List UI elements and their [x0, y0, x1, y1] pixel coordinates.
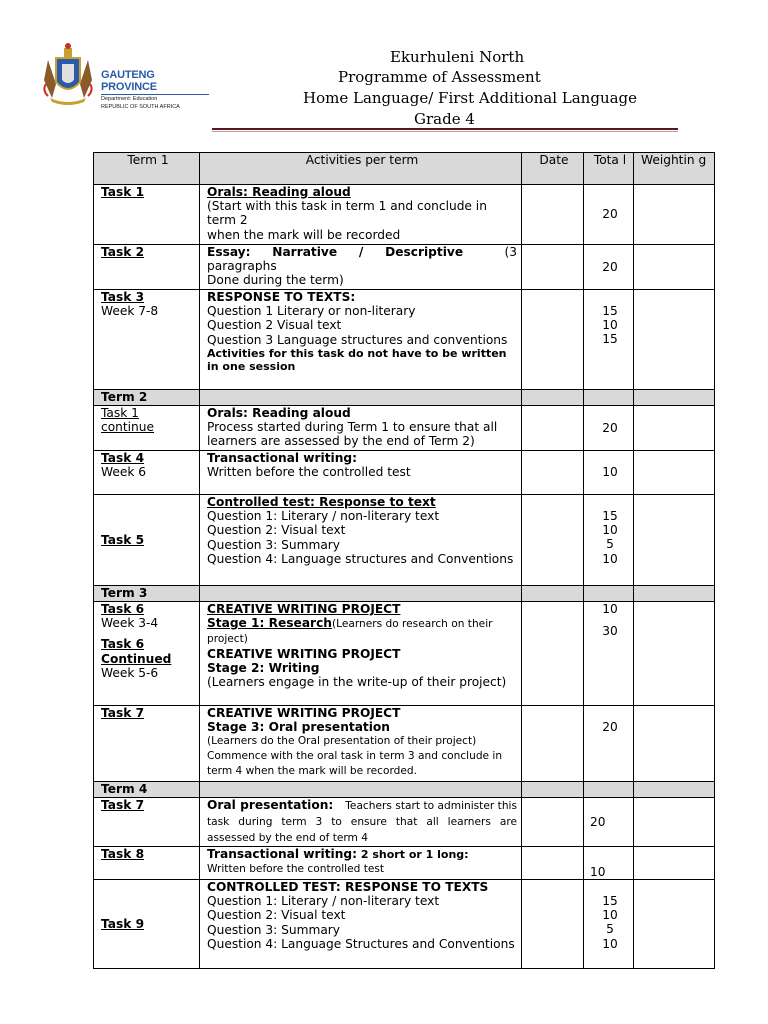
term-row: [94, 390, 715, 406]
date-cell[interactable]: [522, 290, 584, 390]
activity-title: Orals: Reading aloud: [207, 185, 351, 199]
question-line: Question 1: Literary / non-literary text: [207, 509, 440, 524]
date-cell[interactable]: [522, 706, 584, 782]
activity-cell: [200, 495, 522, 586]
stage-note: (Learners engage in the write-up of their project): [207, 675, 507, 690]
table-row: [94, 847, 715, 880]
task-label: Task 2: [94, 245, 200, 290]
weighting-cell[interactable]: [634, 451, 715, 495]
weighting-cell[interactable]: [634, 798, 715, 847]
logo-rule: [101, 94, 209, 95]
activity-cell: [200, 798, 522, 847]
activity-note: Activities for this task do not have to be written in one session: [207, 346, 507, 373]
question-line: Question 3: Summary: [207, 922, 341, 937]
date-cell[interactable]: [522, 495, 584, 586]
task-label: Task 6 Week 3-4 Task 6 Continued Week 5-6: [94, 602, 200, 706]
table-row: [94, 798, 715, 847]
header-total: Tota l: [584, 153, 634, 185]
table-row: [94, 406, 715, 451]
activity-title-note: 2 short or 1 long:: [360, 848, 469, 861]
term-row: [94, 782, 715, 798]
department-name: Department: Education: [101, 96, 158, 102]
total-cell: 15 10 15: [584, 290, 634, 390]
activity-cell: [200, 245, 522, 290]
grade-title: Grade 4: [414, 110, 475, 128]
task-label: Task 7: [94, 706, 200, 782]
activity-text: when the mark will be recorded: [207, 227, 401, 242]
task-week: Week 6: [101, 465, 147, 480]
task-week: Week 3-4: [101, 616, 159, 631]
weighting-cell[interactable]: [634, 880, 715, 969]
date-cell[interactable]: [522, 406, 584, 451]
activity-title: CONTROLLED TEST: RESPONSE TO TEXTS: [207, 880, 489, 894]
table-header-row: [94, 153, 715, 185]
total-cell: 10: [584, 451, 634, 495]
stage-title: Stage 3: Oral presentation: [207, 720, 390, 735]
table-row: [94, 602, 715, 706]
task-week: Week 7-8: [101, 304, 159, 319]
question-line: Question 2 Visual text: [207, 318, 342, 333]
question-line: Question 2: Visual text: [207, 908, 346, 923]
activity-cell: [200, 185, 522, 245]
task-label: Task 7: [94, 798, 200, 847]
country-name: REPUBLIC OF SOUTH AFRICA: [101, 104, 180, 110]
question-line: Question 4: Language structures and Conventions: [207, 551, 514, 566]
question-line: Question 4: Language Structures and Conventions: [207, 936, 515, 951]
weighting-cell[interactable]: [634, 290, 715, 390]
task-week: Week 5-6: [101, 665, 159, 680]
activity-cell: [200, 847, 522, 880]
activity-title: RESPONSE TO TEXTS:: [207, 290, 356, 304]
date-cell[interactable]: [522, 245, 584, 290]
header-date: Date: [522, 153, 584, 185]
activity-title: Essay: Narrative / Descriptive: [207, 245, 464, 259]
term-row: [94, 586, 715, 602]
weighting-cell[interactable]: [634, 847, 715, 880]
weighting-cell[interactable]: [634, 706, 715, 782]
date-cell[interactable]: [522, 847, 584, 880]
header-term: Term 1: [94, 153, 200, 185]
weighting-cell[interactable]: [634, 406, 715, 451]
activity-text: (Start with this task in term 1 and conclude in term 2: [207, 199, 487, 228]
weighting-cell[interactable]: [634, 495, 715, 586]
table-row: [94, 245, 715, 290]
activity-title: Oral presentation:: [207, 798, 334, 812]
activity-cell: [200, 602, 522, 706]
activity-title: Transactional writing:: [207, 451, 358, 465]
header-weighting: Weightin g: [634, 153, 715, 185]
question-line: Question 1: Literary / non-literary text: [207, 894, 440, 909]
activity-cell: [200, 880, 522, 969]
header-rule-thin: [212, 131, 678, 132]
task-label: Task 1: [94, 185, 200, 245]
question-line: Question 2: Visual text: [207, 523, 346, 538]
date-cell[interactable]: [522, 602, 584, 706]
logo-text: [101, 69, 211, 110]
header-activities: Activities per term: [200, 153, 522, 185]
total-cell: 15 10 5 10: [584, 880, 634, 969]
stage-title: Stage 1: Research: [207, 616, 332, 631]
term-label: Term 4: [94, 782, 200, 798]
activity-note: Written before the controlled test: [207, 863, 385, 875]
activity-title: Controlled test: Response to text: [207, 495, 436, 509]
task-label: Task 1 continue: [94, 406, 200, 451]
weighting-cell[interactable]: [634, 602, 715, 706]
subject-title: Home Language/ First Additional Language: [303, 89, 638, 107]
date-cell[interactable]: [522, 798, 584, 847]
coat-of-arms-icon: [34, 40, 102, 108]
total-cell: 20: [584, 706, 634, 782]
table-row: [94, 451, 715, 495]
total-cell: 20: [584, 185, 634, 245]
task-label: Task 3 Week 7-8: [94, 290, 200, 390]
activity-title: CREATIVE WRITING PROJECT: [207, 602, 401, 616]
province-name: GAUTENG PROVINCE: [101, 69, 157, 93]
total-cell: 20: [584, 798, 634, 847]
activity-cell: [200, 451, 522, 495]
table-row: [94, 880, 715, 969]
weighting-cell[interactable]: [634, 245, 715, 290]
activity-text: Done during the term): [207, 273, 344, 288]
date-cell[interactable]: [522, 451, 584, 495]
task-label: Task 4 Week 6: [94, 451, 200, 495]
district-title: Ekurhuleni North: [390, 48, 525, 66]
activity-title: CREATIVE WRITING PROJECT: [207, 646, 401, 661]
term-label: Term 3: [94, 586, 200, 602]
activity-title: Transactional writing:: [207, 847, 358, 861]
stage-note: (Learners do research on their project): [207, 618, 493, 646]
total-cell: 20: [584, 406, 634, 451]
total-cell: 15 10 5 10: [584, 495, 634, 586]
activity-title: CREATIVE WRITING PROJECT: [207, 706, 401, 720]
table-row: [94, 290, 715, 390]
header-rule: [212, 128, 678, 130]
weighting-cell[interactable]: [634, 185, 715, 245]
date-cell[interactable]: [522, 185, 584, 245]
stage-note: Commence with the oral task in term 3 and conclude in term 4 when the mark will be recorded.: [207, 750, 503, 778]
question-line: Question 3 Language structures and conventions: [207, 332, 508, 347]
task-label: Task 5: [94, 495, 200, 586]
total-cell: 20: [584, 245, 634, 290]
activity-text: Written before the controlled test: [207, 465, 411, 480]
question-line: Question 3: Summary: [207, 537, 341, 552]
task-label: Task 9: [94, 880, 200, 969]
activity-cell: [200, 406, 522, 451]
total-cell: 10: [584, 847, 634, 880]
table-row: [94, 706, 715, 782]
total-cell: 10 30: [584, 602, 634, 706]
programme-title: Programme of Assessment: [338, 68, 541, 86]
activity-title: Orals: Reading aloud: [207, 406, 351, 420]
table-row: [94, 185, 715, 245]
stage-note: (Learners do the Oral presentation of their project): [207, 735, 477, 748]
question-line: Question 1 Literary or non-literary: [207, 304, 416, 319]
activity-text: Process started during Term 1 to ensure that all learners are assessed by the end of Term 2): [207, 420, 498, 449]
activity-cell: [200, 290, 522, 390]
activity-cell: [200, 706, 522, 782]
stage-title: Stage 2: Writing: [207, 660, 320, 675]
activity-note: Teachers start to administer this task during term 3 to ensure that all learners are assessed by the end of term 4: [207, 800, 517, 844]
term-label: Term 2: [94, 390, 200, 406]
task-label: Task 8: [94, 847, 200, 880]
table-row: [94, 495, 715, 586]
gauteng-logo: [34, 40, 204, 110]
assessment-table: [93, 152, 715, 969]
activity-text: (3 paragraphs: [207, 245, 517, 274]
date-cell[interactable]: [522, 880, 584, 969]
